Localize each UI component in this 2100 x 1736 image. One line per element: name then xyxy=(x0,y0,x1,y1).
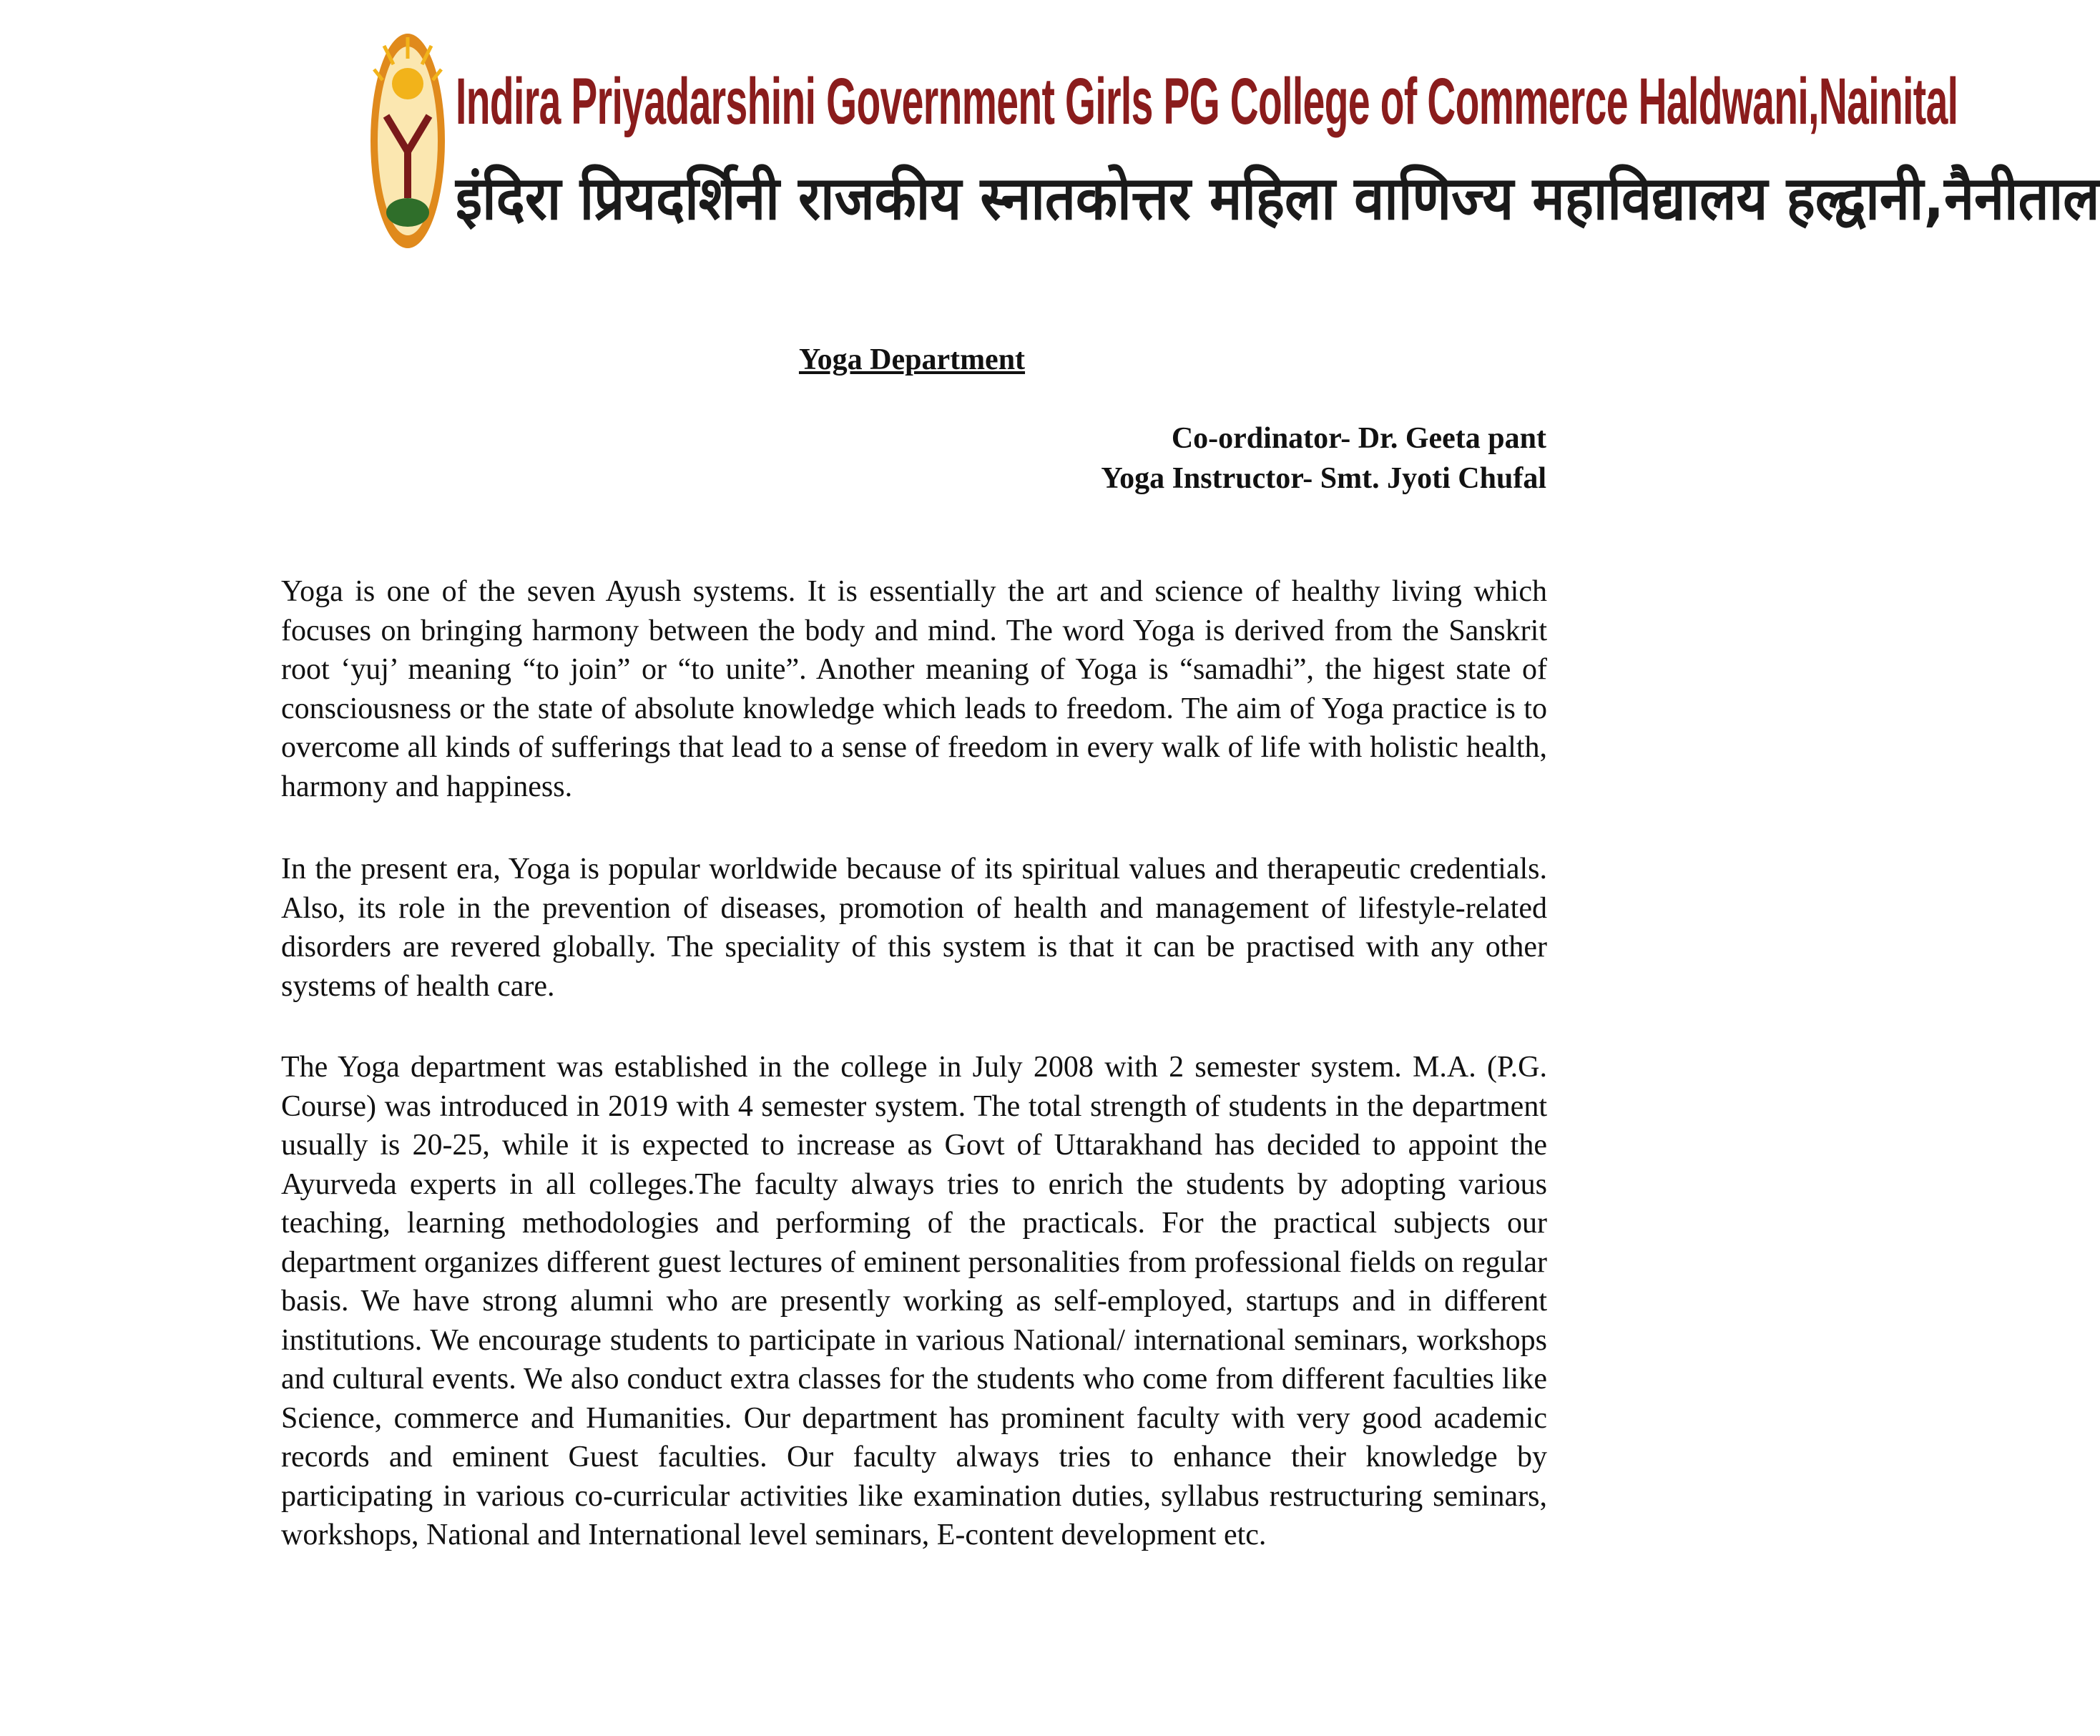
college-emblem-icon xyxy=(368,30,447,252)
paragraph-intro: Yoga is one of the seven Ayush systems. It is essentially the art and science of healthy living which focuses on bringing harmony between the body and mind. The word Yoga is derived from the Sanskrit root ‘yuj’ meaning “to join” or “to unite”. Another meaning of Yoga is “samadhi”, the higest state of consciousness or the state of absolute knowledge which leads to freedom. The aim of Yoga practice is to overcome all kinds of sufferings that lead to a sense of freedom in every walk of life with holistic health, harmony and happiness. xyxy=(281,575,1547,803)
college-name-hindi: इंदिरा प्रियदर्शिनी राजकीय स्नातकोत्तर महिला वाणिज्य महाविद्यालय हल्द्वानी,नैनीताल xyxy=(456,163,2100,233)
paragraph-department: The Yoga department was established in the college in July 2008 with 2 semester system. M.A. (P.G. Course) was introduced in 2019 with 4 semester system. The total strength of students in the department usually is 20-25, while it is expected to increase as Govt of Uttarakhand has decided to appoint the Ayurveda experts in all colleges.The faculty always tries to enrich the students by adopting various teaching, learning methodologies and performing of the practicals. For the practical subjects our department organizes different guest lectures of eminent personalities from professional fields on regular basis. We have strong alumni who are presently working as self-employed, startups and in different institutions. We encourage students to participate in various National/ international seminars, workshops and cultural events. We also conduct extra classes for the students who come from different faculties like Science, commerce and Humanities. Our department has prominent faculty with very good academic records and eminent Guest faculties. Our faculty always tries to enhance their knowledge by participating in various co-curricular activities like examination duties, syllabus restructuring seminars, workshops, National and International level seminars, E-content development etc. xyxy=(281,1051,1547,1551)
letterhead xyxy=(368,30,2100,252)
staff-block xyxy=(1101,418,1546,499)
college-name-english: Indira Priyadarshini Government Girls PG College of Commerce Haldwani,Nainital xyxy=(456,65,1958,138)
coordinator-line: Co-ordinator- Dr. Geeta pant xyxy=(1171,422,1546,455)
paragraph-present-era: In the present era, Yoga is popular worldwide because of its spiritual values and therapeutic credentials. Also, its role in the prevention of diseases, promotion of health and management of lifestyle-related disorders are revered globally. The speciality of this system is that it can be practised with any other systems of health care. xyxy=(281,853,1547,1003)
instructor-line: Yoga Instructor- Smt. Jyoti Chufal xyxy=(1101,462,1546,495)
page-title: Yoga Department xyxy=(798,343,1026,376)
